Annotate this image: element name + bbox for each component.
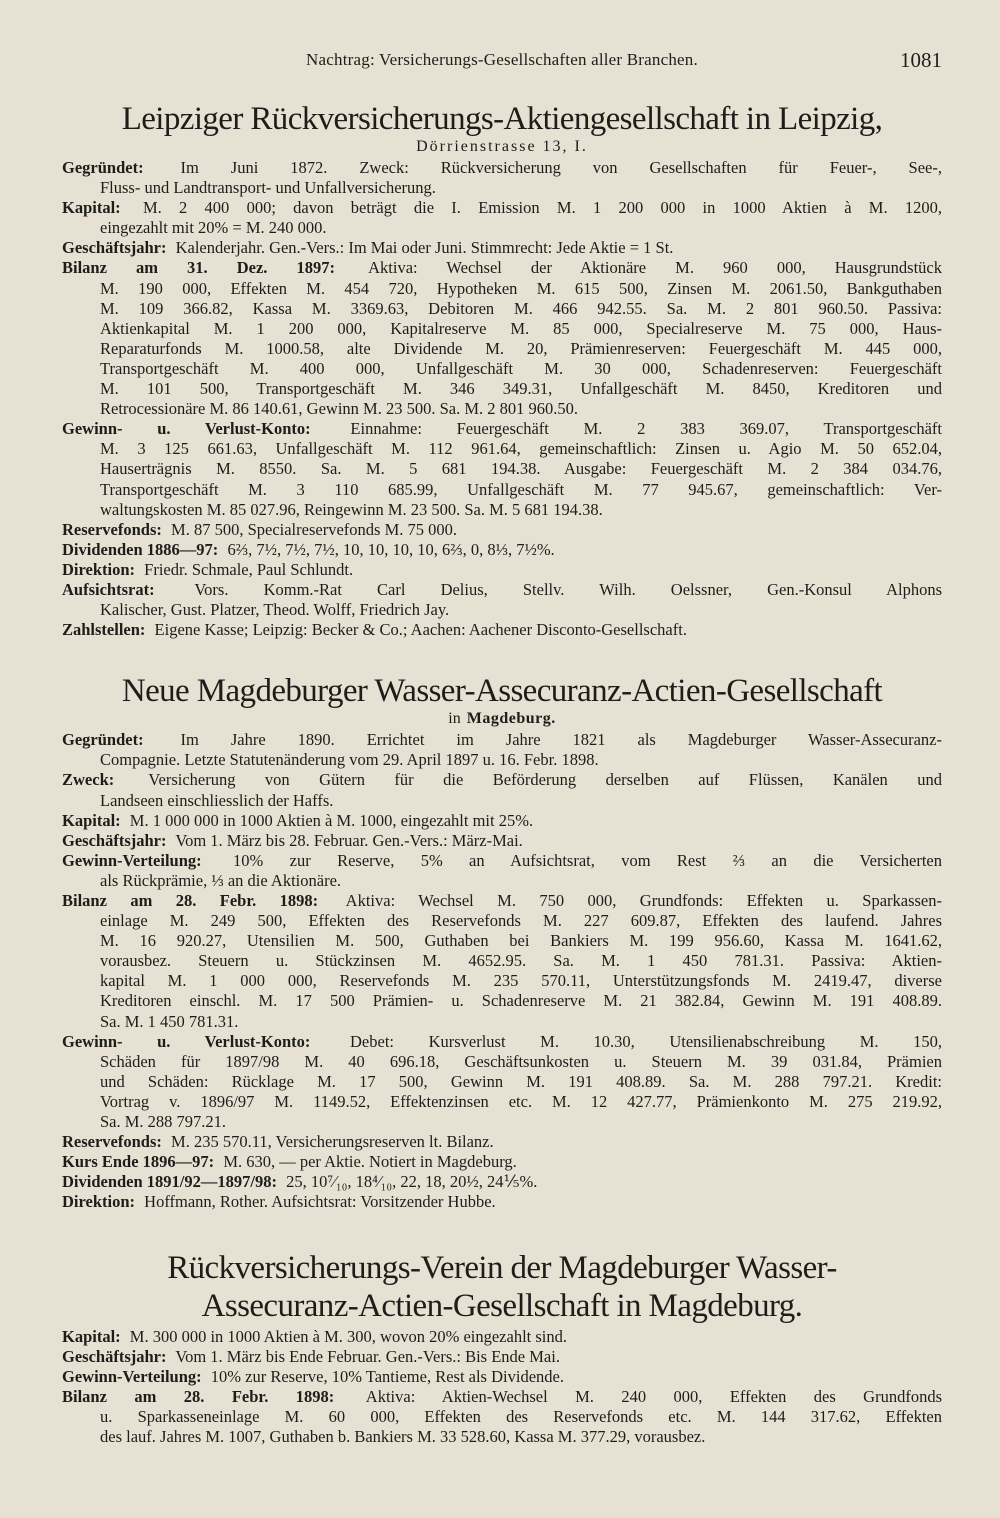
field-text: Versicherung von Gütern für die Beförderung derselben auf Flüssen, Kanälen und <box>148 770 943 790</box>
text-line <box>62 1012 942 1032</box>
text-line <box>62 299 942 319</box>
text-line <box>62 791 942 811</box>
field-label: Direktion: <box>62 559 136 579</box>
field-label: Gegründet: <box>62 158 144 177</box>
field-label: Gewinn- u. Verlust-Konto: <box>62 1031 311 1051</box>
running-header <box>62 48 942 78</box>
sections <box>62 100 942 1447</box>
company-title: Assecuranz-Actien-Gesellschaft in Magdeburg. <box>201 1287 803 1324</box>
company-entry <box>62 1249 942 1448</box>
field-paragraph <box>62 158 942 198</box>
field-paragraph <box>62 520 942 540</box>
text-line <box>62 831 942 851</box>
field-text: M. 630, — per Aktie. Notiert in Magdeburg. <box>223 1152 517 1172</box>
text-line <box>62 339 942 359</box>
field-text: Aktiva: Wechsel M. 750 000, Grundfonds: Effekten u. Sparkassen- <box>345 891 943 910</box>
field-paragraph <box>62 580 942 620</box>
page-number: 1081 <box>900 48 942 72</box>
field-text: des lauf. Jahres M. 1007, Guthaben b. Bankiers M. 33 528.60, Kassa M. 377.29, vorausbez. <box>100 1426 706 1446</box>
field-paragraph <box>62 1152 942 1172</box>
field-text: Kalenderjahr. Gen.-Vers.: Im Mai oder Juni. Stimmrecht: Jede Aktie = 1 St. <box>175 238 674 258</box>
subtitle-city: Magdeburg. <box>466 710 556 728</box>
text-line <box>62 851 942 871</box>
field-paragraph <box>62 238 942 258</box>
field-text: Sa. M. 1 450 781.31. <box>100 1011 239 1031</box>
text-line <box>62 931 942 951</box>
field-paragraph <box>62 851 942 891</box>
text-line <box>62 1327 942 1347</box>
field-label: Gewinn-Verteilung: <box>62 1366 202 1386</box>
field-text: Im Jahre 1890. Errichtet im Jahre 1821 als Magdeburger Wasser-Assecuranz- <box>180 730 942 750</box>
field-label: Reservefonds: <box>62 1132 162 1152</box>
text-line <box>62 218 942 238</box>
company-title: Rückversicherungs-Verein der Magdeburger Wasser- <box>167 1249 837 1286</box>
field-text: Kreditoren einschl. M. 17 500 Prämien- u. Schadenreserve M. 21 382.84, Gewinn M. 191 408.89. <box>100 991 942 1011</box>
field-text: Transportgeschäft M. 400 000, Unfallgeschäft M. 30 000, Schadenreserven: Feuergeschäft <box>100 358 942 378</box>
field-text: M. 87 500, Specialreservefonds M. 75 000. <box>171 519 457 539</box>
text-line <box>62 1427 942 1447</box>
field-label: Dividenden 1886—97: <box>62 539 219 559</box>
field-text: Landseen einschliesslich der Haffs. <box>100 790 334 810</box>
entry-fields <box>62 1327 942 1448</box>
company-title: Leipziger Rückversicherungs-Aktiengesellschaft in Leipzig, <box>121 101 883 137</box>
text-line <box>62 439 942 459</box>
field-text: M. 3 125 661.63, Unfallgeschäft M. 112 961.64, gemeinschaftlich: Zinsen u. Agio M. 50 652.04, <box>100 439 942 459</box>
field-text: Vors. Komm.-Rat Carl Delius, Stellv. Wilh. Oelssner, Gen.-Konsul Alphons <box>194 579 942 599</box>
text-line <box>62 158 942 178</box>
text-line <box>62 971 942 991</box>
text-line <box>62 178 942 198</box>
field-label: Geschäftsjahr: <box>62 830 167 850</box>
company-address <box>62 710 942 728</box>
field-text: M. 190 000, Effekten M. 454 720, Hypotheken M. 615 500, Zinsen M. 2061.50, Bankguthaben <box>100 278 942 298</box>
field-text: Vom 1. März bis 28. Februar. Gen.-Vers.: März-Mai. <box>175 830 523 850</box>
text-line <box>62 1112 942 1132</box>
field-label: Bilanz am 28. Febr. 1898: <box>62 1386 335 1406</box>
field-label: Geschäftsjahr: <box>62 238 167 258</box>
text-line <box>62 911 942 931</box>
field-label: Gegründet: <box>62 730 144 750</box>
field-text: Transportgeschäft M. 3 110 685.99, Unfallgeschäft M. 77 945.67, gemeinschaftlich: Ver- <box>100 479 942 499</box>
text-line <box>62 560 942 580</box>
field-text: Hauserträgnis M. 8550. Sa. M. 5 681 194.38. Ausgabe: Feuergeschäft M. 2 384 034.76, <box>100 459 942 479</box>
field-label: Dividenden 1891/92—1897/98: <box>62 1172 277 1192</box>
text-line <box>62 871 942 891</box>
field-label: Gewinn- u. Verlust-Konto: <box>62 419 311 439</box>
text-line <box>62 1152 942 1172</box>
field-label: Bilanz am 28. Febr. 1898: <box>62 891 319 910</box>
company-address <box>62 138 942 156</box>
field-text: M. 235 570.11, Versicherungsreserven lt. Bilanz. <box>171 1132 494 1152</box>
field-paragraph <box>62 540 942 560</box>
field-text: 10% zur Reserve, 10% Tantieme, Rest als Dividende. <box>210 1366 564 1386</box>
field-paragraph <box>62 258 942 419</box>
text-line <box>62 1192 942 1212</box>
field-text: Vom 1. März bis Ende Februar. Gen.-Vers.: Bis Ende Mai. <box>175 1346 560 1366</box>
text-line <box>62 1132 942 1152</box>
field-paragraph <box>62 419 942 519</box>
field-text: M. 16 920.27, Utensilien M. 500, Guthaben bei Bankiers M. 199 956.60, Kassa M. 1641.62, <box>100 931 942 951</box>
text-line <box>62 419 942 439</box>
field-label: Kapital: <box>62 810 121 830</box>
field-text: M. 1 000 000 in 1000 Aktien à M. 1000, eingezahlt mit 25%. <box>129 810 534 830</box>
field-paragraph <box>62 730 942 770</box>
field-text: Hoffmann, Rother. Aufsichtsrat: Vorsitzender Hubbe. <box>144 1192 496 1212</box>
field-paragraph <box>62 1032 942 1132</box>
field-paragraph <box>62 831 942 851</box>
field-label: Kurs Ende 1896—97: <box>62 1152 215 1172</box>
field-text: vorausbez. Steuern u. Stückzinsen M. 4652.95. Sa. M. 1 450 781.31. Passiva: Aktien- <box>100 951 942 971</box>
field-paragraph <box>62 770 942 810</box>
field-paragraph <box>62 1132 942 1152</box>
text-line <box>62 459 942 479</box>
text-line <box>62 1092 942 1112</box>
text-line <box>62 480 942 500</box>
text-line <box>62 580 942 600</box>
entry-fields <box>62 730 942 1212</box>
field-label: Zweck: <box>62 770 115 790</box>
text-line <box>62 1347 942 1367</box>
text-line <box>62 600 942 620</box>
field-paragraph <box>62 891 942 1032</box>
text-line <box>62 1407 942 1427</box>
text-line <box>62 811 942 831</box>
text-line <box>62 359 942 379</box>
text-line <box>62 1387 942 1407</box>
field-text: Eigene Kasse; Leipzig: Becker & Co.; Aachen: Aachener Disconto-Gesellschaft. <box>154 620 687 640</box>
text-line <box>62 1172 942 1192</box>
field-label: Direktion: <box>62 1192 136 1212</box>
company-entry <box>62 672 942 1212</box>
field-text: Schäden für 1897/98 M. 40 696.18, Geschäftsunkosten u. Steuern M. 39 031.84, Prämien <box>100 1051 942 1071</box>
field-paragraph <box>62 1172 942 1192</box>
field-text: 10% zur Reserve, 5% an Aufsichtsrat, vom Rest ⅔ an die Versicherten <box>233 850 942 870</box>
text-line <box>62 991 942 1011</box>
field-text: und Schäden: Rücklage M. 17 500, Gewinn M. 191 408.89. Sa. M. 288 797.21. Kredit: <box>100 1071 942 1091</box>
field-text: kapital M. 1 000 000, Reservefonds M. 235 570.11, Unterstützungsfonds M. 2419.47, diverse <box>100 971 942 991</box>
field-text: Reparaturfonds M. 1000.58, alte Dividende M. 20, Prämienreserven: Feuergeschäft M. 445 000, <box>100 338 942 358</box>
text-line <box>62 770 942 790</box>
field-text: Im Juni 1872. Zweck: Rückversicherung von Gesellschaften für Feuer-, See-, <box>180 158 942 177</box>
field-text: als Rückprämie, ⅓ an die Aktionäre. <box>100 870 342 890</box>
field-text: waltungskosten M. 85 027.96, Reingewinn M. 23 500. Sa. M. 5 681 194.38. <box>100 499 603 519</box>
text-line <box>62 520 942 540</box>
text-line <box>62 540 942 560</box>
field-paragraph <box>62 1367 942 1387</box>
field-text: M. 101 500, Transportgeschäft M. 346 349.31, Unfallgeschäft M. 8450, Kreditoren und <box>100 379 942 399</box>
field-text: Compagnie. Letzte Statutenänderung vom 29. April 1897 u. 16. Febr. 1898. <box>100 750 599 770</box>
field-paragraph <box>62 1347 942 1367</box>
field-paragraph <box>62 1387 942 1447</box>
company-entry <box>62 100 942 640</box>
field-paragraph <box>62 620 942 640</box>
field-text: Kalischer, Gust. Platzer, Theod. Wolff, Friedrich Jay. <box>100 600 450 620</box>
text-line <box>62 279 942 299</box>
field-paragraph <box>62 198 942 238</box>
field-text: Aktiva: Aktien-Wechsel M. 240 000, Effekten des Grundfonds <box>365 1386 942 1406</box>
field-label: Zahlstellen: <box>62 620 146 640</box>
field-text: M. 109 366.82, Kassa M. 3369.63, Debitoren M. 466 942.55. Sa. M. 2 801 960.50. Passiva: <box>100 298 942 318</box>
field-text: Retrocessionäre M. 86 140.61, Gewinn M. 23 500. Sa. M. 2 801 960.50. <box>100 399 579 419</box>
field-text: 25, 10⁷⁄₁₀, 18⁴⁄₁₀, 22, 18, 20½, 24⅕%. <box>286 1172 538 1192</box>
field-text: Vortrag v. 1896/97 M. 1149.52, Effektenzinsen etc. M. 12 427.77, Prämienkonto M. 275 219.92, <box>100 1091 942 1111</box>
field-paragraph <box>62 811 942 831</box>
text-line <box>62 399 942 419</box>
field-text: einlage M. 249 500, Effekten des Reservefonds M. 227 609.87, Effekten des laufend. Jahres <box>100 911 942 931</box>
field-label: Kapital: <box>62 198 121 218</box>
text-line <box>62 1032 942 1052</box>
field-paragraph <box>62 1327 942 1347</box>
text-line <box>62 258 942 278</box>
field-text: Friedr. Schmale, Paul Schlundt. <box>144 559 354 579</box>
text-line <box>62 750 942 770</box>
field-text: 6⅔, 7½, 7½, 7½, 10, 10, 10, 10, 6⅔, 0, 8⅓, 7½%. <box>227 539 555 559</box>
text-line <box>62 1072 942 1092</box>
field-label: Kapital: <box>62 1326 121 1346</box>
field-text: M. 2 400 000; davon beträgt die I. Emission M. 1 200 000 in 1000 Aktien à M. 1200, <box>142 198 942 218</box>
running-title: Nachtrag: Versicherungs-Gesellschaften aller Branchen. <box>306 50 698 69</box>
document-page <box>62 48 942 1447</box>
text-line <box>62 238 942 258</box>
company-title: Neue Magdeburger Wasser-Assecuranz-Actien-Gesellschaft <box>121 673 883 710</box>
field-text: M. 300 000 in 1000 Aktien à M. 300, wovon 20% eingezahlt sind. <box>129 1326 568 1346</box>
text-line <box>62 319 942 339</box>
field-label: Geschäftsjahr: <box>62 1346 167 1366</box>
entry-fields <box>62 158 942 640</box>
field-text: Einnahme: Feuergeschäft M. 2 383 369.07, Transportgeschäft <box>350 419 943 439</box>
field-text: Fluss- und Landtransport- und Unfallversicherung. <box>100 178 436 198</box>
text-line <box>62 951 942 971</box>
field-text: Debet: Kursverlust M. 10.30, Utensilienabschreibung M. 150, <box>350 1031 942 1051</box>
text-line <box>62 500 942 520</box>
subtitle-text: Dörrienstrasse 13, I. <box>416 138 588 155</box>
field-label: Reservefonds: <box>62 519 162 539</box>
field-paragraph <box>62 1192 942 1212</box>
text-line <box>62 1052 942 1072</box>
field-paragraph <box>62 560 942 580</box>
field-text: Aktienkapital M. 1 200 000, Kapitalreserve M. 85 000, Specialreserve M. 75 000, Haus- <box>100 318 942 338</box>
text-line <box>62 1367 942 1387</box>
subtitle-prefix: in <box>448 710 461 728</box>
text-line <box>62 730 942 750</box>
field-text: eingezahlt mit 20% = M. 240 000. <box>100 218 327 238</box>
field-text: u. Sparkasseneinlage M. 60 000, Effekten des Reservefonds etc. M. 144 317.62, Effekten <box>100 1406 942 1426</box>
field-label: Aufsichtsrat: <box>62 579 155 599</box>
field-label: Bilanz am 31. Dez. 1897: <box>62 258 335 278</box>
text-line <box>62 620 942 640</box>
field-text: Aktiva: Wechsel der Aktionäre M. 960 000, Hausgrundstück <box>368 258 942 278</box>
text-line <box>62 379 942 399</box>
field-label: Gewinn-Verteilung: <box>62 850 202 870</box>
text-line <box>62 198 942 218</box>
field-text: Sa. M. 288 797.21. <box>100 1112 227 1132</box>
text-line <box>62 891 942 911</box>
